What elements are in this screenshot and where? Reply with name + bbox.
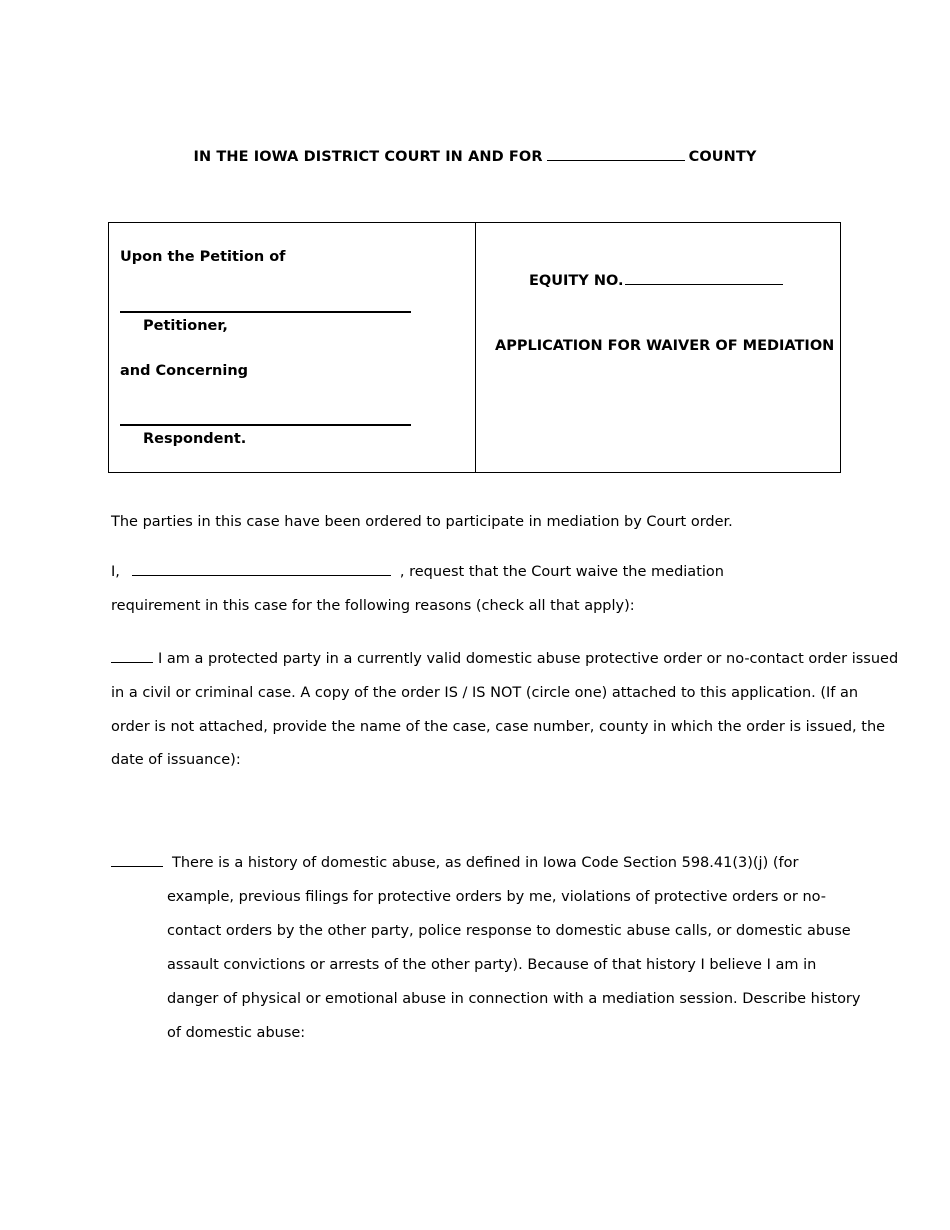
reason1-line-2: in a civil or criminal case. A copy of the order IS / IS NOT (circle one) attached to this application. (If an (111, 685, 859, 701)
case-caption-box (108, 222, 841, 473)
applicant-name-blank[interactable] (132, 564, 391, 576)
document-title: APPLICATION FOR WAIVER OF MEDIATION (495, 338, 835, 354)
reason2-line-6: of domestic abuse: (167, 1025, 306, 1041)
and-concerning-label: and Concerning (120, 363, 249, 379)
court-heading (0, 148, 950, 165)
reason1-text-1: I am a protected party in a currently valid domestic abuse protective order or no-contact order issued (158, 651, 899, 667)
reason1-line-3: order is not attached, provide the name of the case, case number, county in which the order is issued, the (111, 719, 886, 735)
reason2-line-3: contact orders by the other party, police response to domestic abuse calls, or domestic abuse (167, 923, 851, 939)
intro-paragraph: The parties in this case have been ordered to participate in mediation by Court order. (111, 514, 733, 530)
reason1-line-1 (111, 651, 898, 667)
court-heading-prefix: IN THE IOWA DISTRICT COURT IN AND FOR (193, 149, 543, 165)
reason2-line-5: danger of physical or emotional abuse in connection with a mediation session. Describe history (167, 991, 861, 1007)
reason2-line-1 (111, 855, 798, 871)
reason1-checkbox-blank[interactable] (111, 651, 153, 663)
respondent-name-line[interactable] (120, 424, 411, 426)
reason2-checkbox-blank[interactable] (111, 855, 163, 867)
court-heading-suffix: COUNTY (688, 149, 757, 165)
caption-divider (475, 223, 476, 472)
request-suffix: , request that the Court waive the mediation (399, 564, 724, 580)
reason1-line-4: date of issuance): (111, 752, 241, 768)
reason2-line-2: example, previous filings for protective orders by me, violations of protective orders or no- (167, 889, 827, 905)
request-line-2: requirement in this case for the following reasons (check all that apply): (111, 598, 635, 614)
request-line (111, 564, 724, 580)
petitioner-label: Petitioner, (143, 318, 228, 334)
reason2-text-1: There is a history of domestic abuse, as defined in Iowa Code Section 598.41(3)(j) (for (172, 855, 799, 871)
equity-number (529, 272, 783, 289)
upon-petition-label: Upon the Petition of (120, 249, 286, 265)
respondent-label: Respondent. (143, 431, 247, 447)
reason2-line-4: assault convictions or arrests of the other party). Because of that history I believe I am in (167, 957, 817, 973)
request-prefix: I, (111, 564, 120, 580)
equity-label: EQUITY NO. (529, 273, 624, 289)
equity-number-blank[interactable] (625, 272, 783, 285)
county-blank[interactable] (547, 148, 685, 161)
petitioner-name-line[interactable] (120, 311, 411, 313)
